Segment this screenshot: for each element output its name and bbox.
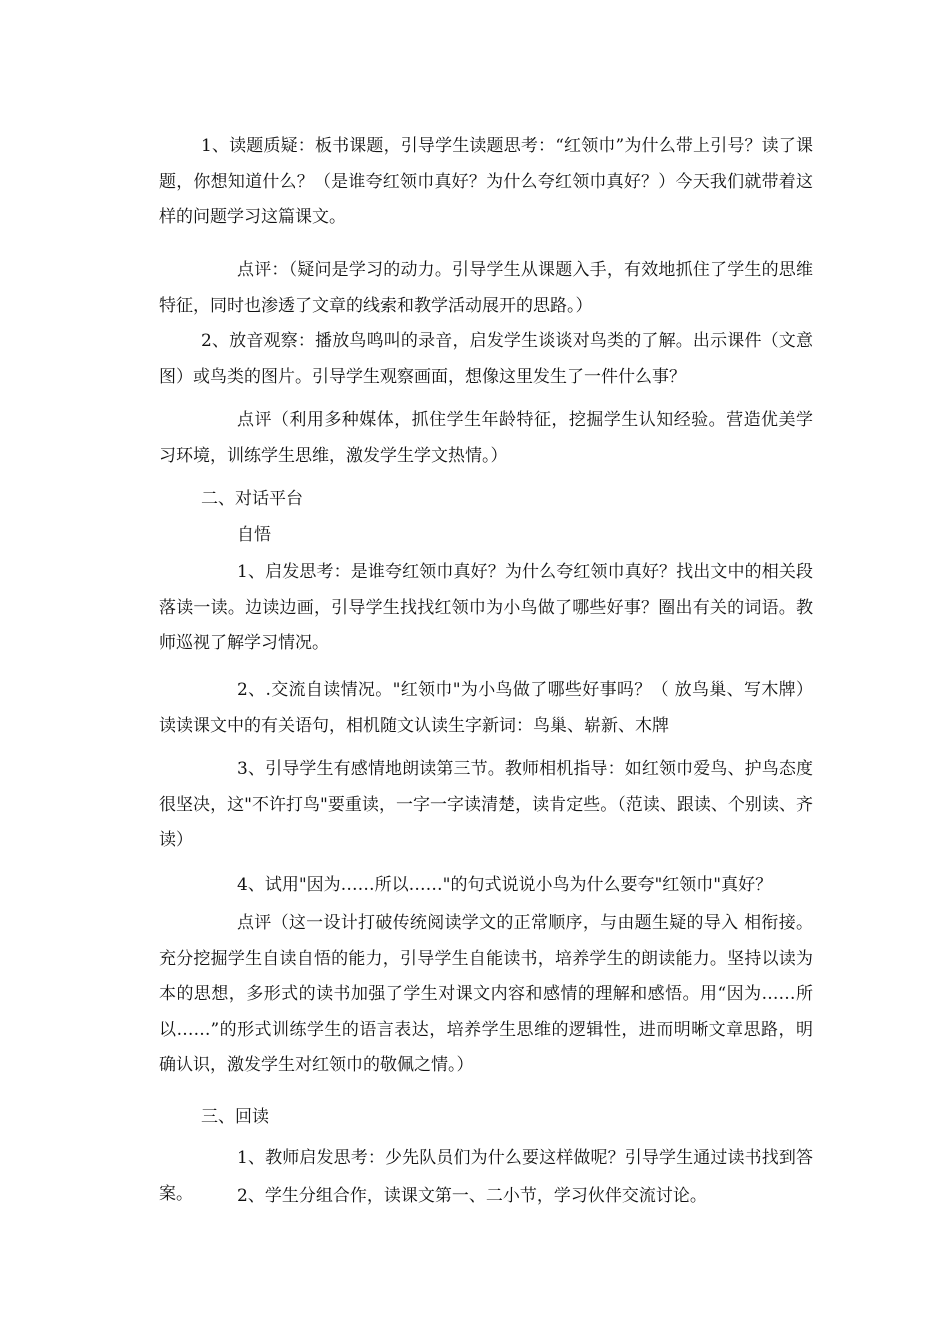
paragraph-listen-observe: 2、放音观察：播放鸟鸣叫的录音，启发学生谈谈对鸟类的了解。出示课件（文意图）或鸟类的图片。引导学生观察画面，想像这里发生了一件什么事？ (159, 331, 813, 387)
paragraph-comment-2: 点评（利用多种媒体，抓住学生年龄特征，挖掘学生认知经验。营造优美学习环境，训练学生思维，激发学生学文热情。） (159, 410, 813, 466)
paragraph-read-title: 1、读题质疑：板书课题，引导学生读题思考：“红领巾”为什么带上引号？读了课题，你想知道什么？（是谁夸红领巾真好？为什么夸红领巾真好？）今天我们就带着这样的问题学习这篇课文。 (159, 136, 813, 227)
paragraph-comment-3: 点评（这一设计打破传统阅读学文的正常顺序，与由题生疑的导入 相衔接。充分挖掘学生自读自悟的能力，引导学生自能读书，培养学生的朗读能力。坚持以读为本的思想，多形式的读书加强了学生对课文内容和感情的理解和感悟。用“因为……所以……”的形式训练学生的语言表达，培养学生思维的逻辑性，进而明晰文章思路，明确认识，激发学生对红领巾的敬佩之情。） (159, 913, 813, 1075)
subheading-self-study: 自悟 (237, 525, 271, 545)
paragraph-read-aloud: 3、引导学生有感情地朗读第三节。教师相机指导：如红领巾爱鸟、护鸟态度很坚决，这"不许打鸟"要重读，一字一字读清楚，读肯定些。（范读、跟读、个别读、齐读） (159, 759, 813, 850)
paragraph-comment-1: 点评：（疑问是学习的动力。引导学生从课题入手，有效地抓住了学生的思维特征，同时也渗透了文章的线索和教学活动展开的思路。） (159, 260, 813, 316)
paragraph-teacher-question: 1、教师启发思考：少先队员们为什么要这样做呢？引导学生通过读书找到答案。 (159, 1148, 813, 1204)
paragraph-inspire-thinking: 1、启发思考：是谁夸红领巾真好？为什么夸红领巾真好？找出文中的相关段落读一读。边读边画，引导学生找找红领巾为小鸟做了哪些好事？圈出有关的词语。教师巡视了解学习情况。 (159, 562, 813, 653)
paragraph-exchange-reading: 2、.交流自读情况。"红领巾"为小鸟做了哪些好事吗？（ 放鸟巢、写木牌）读读课文中的有关语句，相机随文认读生字新词：鸟巢、崭新、木牌 (159, 680, 813, 736)
section-heading-dialogue: 二、对话平台 (201, 489, 303, 509)
section-heading-reread: 三、回读 (201, 1107, 269, 1127)
paragraph-group-work: 2、学生分组合作，读课文第一、二小节，学习伙伴交流讨论。 (237, 1186, 707, 1206)
paragraph-sentence-practice: 4、试用"因为……所以……"的句式说说小鸟为什么要夸"红领巾"真好？ (237, 875, 773, 895)
